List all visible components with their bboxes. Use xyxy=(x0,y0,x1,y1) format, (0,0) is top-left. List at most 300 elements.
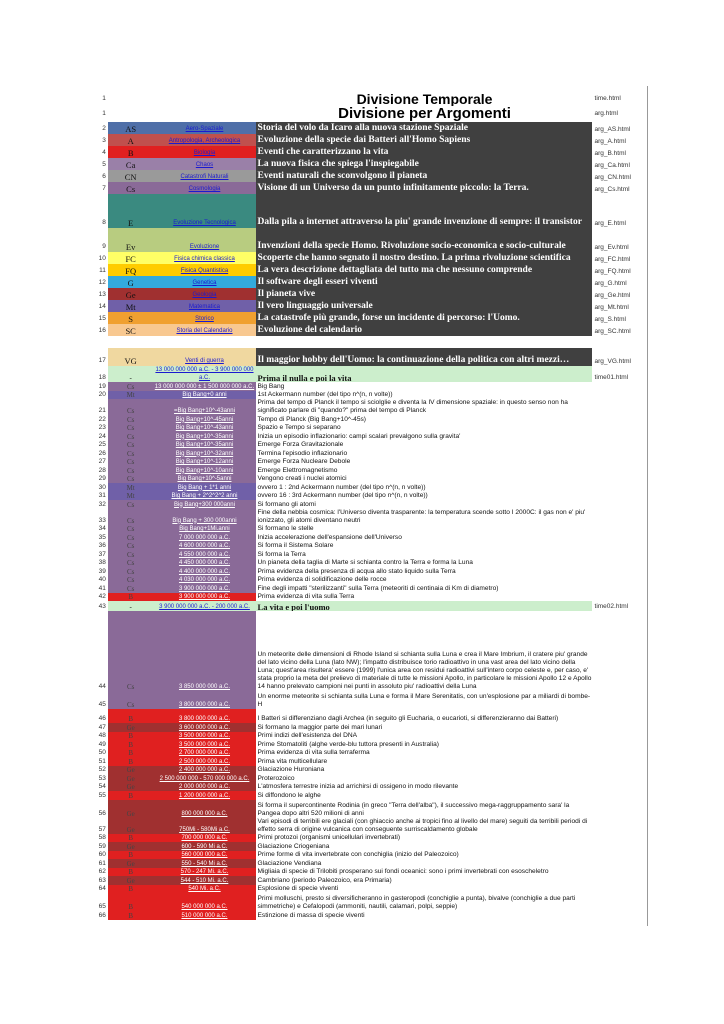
topic-code: Cs xyxy=(108,533,154,542)
timeline-row xyxy=(90,774,650,783)
event-description: ovvero 1 : 2nd Ackermann number (del tipo n^(n, n volte)) xyxy=(257,483,426,491)
topic-code: B xyxy=(108,593,154,602)
date-link[interactable]: 3 850 000 000 a.C. xyxy=(153,611,255,691)
timeline-row xyxy=(90,749,650,758)
timeline-row xyxy=(90,550,650,559)
date-link[interactable]: 750Mi - 580Mi a.C. xyxy=(153,818,255,834)
topic-code: SC xyxy=(108,324,154,336)
topic-code: Mt xyxy=(108,492,154,501)
file-link[interactable]: arg_AS.html xyxy=(594,126,631,133)
row-number: 48 xyxy=(98,732,106,739)
event-description: Vari episodi di terribili ere glaciali (con ghiaccio anche ai tropici fino al livello del mare) seguiti da terribili periodi di effetto serra di origine vulcanica con conseguente surriscaldamento globale xyxy=(257,817,588,833)
topic-code: Cs xyxy=(108,559,154,568)
timeline-row xyxy=(90,509,650,525)
topic-row-vg xyxy=(90,348,650,366)
event-description: Glaciazione Vendiana xyxy=(257,859,322,867)
topic-title: Visione di un Universo da un punto infinitamente piccolo: la Terra. xyxy=(256,182,592,194)
event-description: Primi indizi dell'esistenza del DNA xyxy=(257,732,358,739)
event-description: Si forma il Sistema Solare xyxy=(257,542,334,549)
file-link[interactable]: arg_Mt.html xyxy=(594,304,629,311)
row-number: 47 xyxy=(98,723,106,731)
event-description: Migliaia di specie di Trilobiti prosperano sui fondi oceanici: sono i primi invertebrati con esoscheletro xyxy=(257,868,549,875)
topic-code: B xyxy=(108,868,154,877)
timeline-row xyxy=(90,382,650,391)
topic-code: A xyxy=(108,134,154,146)
timeline-row xyxy=(90,483,650,492)
topic-code: B xyxy=(108,911,154,920)
row-number: 59 xyxy=(98,842,106,850)
column-divider xyxy=(647,86,648,926)
topic-code: Cs xyxy=(108,475,154,484)
date-link[interactable]: 3 900 000 000 a.C. - 200 000 a.C. xyxy=(153,601,255,611)
row-number: 23 xyxy=(98,424,106,431)
event-description: Spazio e Tempo si separano xyxy=(257,424,341,431)
date-link[interactable]: Big Bang+10^-5anni xyxy=(153,475,255,484)
date-link[interactable]: 2 500 000 000 a.C. xyxy=(153,757,255,766)
date-link[interactable]: Big Bang+10^-35anni xyxy=(153,441,255,450)
topic-code: Cs xyxy=(108,576,154,585)
row-number: 60 xyxy=(98,851,106,858)
row-number: 42 xyxy=(98,593,106,600)
link-cell xyxy=(153,92,255,106)
timeline-row xyxy=(90,525,650,534)
date-link[interactable]: 7 000 000 000 a.C. xyxy=(153,533,255,542)
topic-link[interactable]: Storia del Calendario xyxy=(153,324,255,336)
row-number: 50 xyxy=(98,749,106,756)
sheet-title: Divisione per Argomenti xyxy=(338,106,511,122)
timeline-row xyxy=(90,818,650,834)
topic-code: Cs xyxy=(108,441,154,450)
topic-row-cn xyxy=(90,170,650,182)
topic-code: Cs xyxy=(108,584,154,593)
date-link[interactable]: Big Bang + 2^2^2^2 anni xyxy=(153,492,255,501)
topic-title: La nuova fisica che spiega l'inspiegabile xyxy=(256,158,592,170)
event-description: Prime forme di vita invertebrate con conchiglia (inizio del Paleozoico) xyxy=(257,851,459,858)
topic-title: Il software degli esseri viventi xyxy=(256,276,592,288)
topic-title: Storia del volo da Icaro alla nuova stazione Spaziale xyxy=(256,122,592,134)
row-number: 35 xyxy=(98,533,106,541)
topic-title: Il maggior hobby dell'Uomo: la continuazione della politica con altri mezzi… xyxy=(256,348,592,366)
timeline-row xyxy=(90,475,650,484)
file-link[interactable]: time02.html xyxy=(594,603,629,610)
date-link[interactable]: 4 600 000 000 a.C. xyxy=(153,542,255,551)
topic-title: Evoluzione della specie dai Batteri all'Homo Sapiens xyxy=(256,134,592,146)
topic-code: Ge xyxy=(108,774,154,783)
event-description: Prima vita multicellulare xyxy=(257,757,328,765)
row-number: 39 xyxy=(98,567,106,575)
topic-code: B xyxy=(108,757,154,766)
date-link[interactable]: 3 600 000 000 a.C. xyxy=(153,723,255,732)
event-description: Fine della nebbia cosmica: l'Universo diventa trasparente: la temperatura scende sotto I 2000C: il gas non e' piu' ionizzato, gli atomi diventano neutri xyxy=(257,508,586,524)
topic-link[interactable]: Evoluzione xyxy=(153,228,255,252)
row-number: 20 xyxy=(98,391,106,398)
event-description: Primi molluschi, presto si diversificheranno in gasteropodi (conchiglie a punta), bivalve (conchiglie a due parti simmetriche) e Cefalopodi (ammoniti, nautili, calamari, polpi, seppie) xyxy=(257,895,576,910)
event-description: I Batteri si differenziano dagli Archea (in seguito gli Eucharia, o eucarioti, si differenzieranno dai Batteri) xyxy=(257,715,559,722)
topic-title: Scoperte che hanno segnato il nostro destino. La prima rivoluzione scientifica xyxy=(256,252,592,264)
event-description: ovvero 16 : 3rd Ackermann number (del tipo n^(n, n volte)) xyxy=(257,492,428,499)
topic-row-ge xyxy=(90,288,650,300)
section-row xyxy=(90,366,650,382)
topic-code: - xyxy=(108,366,154,382)
file-link[interactable]: arg_Cs.html xyxy=(594,186,630,193)
event-description: Emerge Forza Nucleare Debole xyxy=(257,458,351,465)
row-number: 21 xyxy=(98,407,106,414)
date-link[interactable]: 700 000 000 a.C. xyxy=(153,834,255,843)
timeline-row xyxy=(90,542,650,551)
date-link[interactable]: Big Bang+10^-45anni xyxy=(153,415,255,424)
row-number: 28 xyxy=(98,466,106,474)
timeline-row xyxy=(90,800,650,818)
date-link[interactable]: =Big Bang+10^-43anni xyxy=(153,399,255,415)
row-number: 58 xyxy=(98,834,106,841)
topic-link[interactable]: Storico xyxy=(153,312,255,324)
file-link[interactable]: arg_B.html xyxy=(594,150,626,157)
date-link[interactable]: 1 200 000 000 a.C. xyxy=(153,791,255,800)
timeline-row xyxy=(90,876,650,885)
timeline-row xyxy=(90,533,650,542)
event-description: Inizia accelerazione dell'espansione dell'Universo xyxy=(257,533,402,541)
timeline-row xyxy=(90,415,650,424)
topic-code: B xyxy=(108,749,154,758)
timeline-row xyxy=(90,691,650,709)
topic-code: Cs xyxy=(108,550,154,559)
date-link[interactable]: Big Bang+0 anni xyxy=(153,391,255,400)
event-description: Termina l'episodio inflazionario xyxy=(257,449,348,457)
event-description: Prima evidenza della presenza di acqua allo stato liquido sulla Terra xyxy=(257,567,456,575)
date-link[interactable]: 13 000 000 000 ± 1 500 000 000 a.C. xyxy=(154,383,255,390)
topic-row-cs xyxy=(90,182,650,194)
date-link[interactable]: Big Bang + 300 000anni xyxy=(153,509,255,525)
event-description: Si forma il supercontinente Rodinia (in greco "Terra dell'alba"), il successivo mega-raggruppamento sara' la Pangea dopo altri 520 milioni di anni xyxy=(257,801,570,817)
file-link[interactable]: arg.html xyxy=(594,110,618,117)
title-row xyxy=(90,106,650,122)
topic-link[interactable]: Fisica chimica classica xyxy=(153,252,255,264)
date-link[interactable]: 510 000 000 a.C. xyxy=(153,911,255,920)
topic-link[interactable]: Venti di guerra xyxy=(153,348,255,366)
topic-code: B xyxy=(108,834,154,843)
row-number: 13 xyxy=(98,291,106,298)
event-description: Prima del tempo di Planck il tempo si sciolglie e diventa la IV dimensione spaziale: in questo senso non ha significato parlare di "quando?" prima del tempo di Planck xyxy=(257,399,568,414)
topic-link[interactable]: Cosmologia xyxy=(153,182,255,194)
row-number: 34 xyxy=(98,525,106,532)
event-description: Si formano la maggior parte dei mari lunari xyxy=(257,723,383,731)
date-link[interactable]: 4 550 000 000 a.C. xyxy=(153,550,255,559)
file-link[interactable]: arg_FC.html xyxy=(594,256,631,263)
file-link[interactable]: arg_SC.html xyxy=(594,328,631,335)
topic-title: La vera descrizione dettagliata del tutto ma che nessuno comprende xyxy=(256,264,592,276)
topic-code: FC xyxy=(108,252,154,264)
topic-code: Cs xyxy=(108,611,154,691)
topic-link[interactable]: Biologia xyxy=(153,146,255,158)
date-link[interactable]: 544 - 510 Mi. a.C. xyxy=(153,876,255,885)
date-link[interactable]: 2 000 000 000 a.C. xyxy=(153,783,255,792)
topic-link[interactable]: Chaos xyxy=(153,158,255,170)
file-link[interactable]: time.html xyxy=(594,95,621,102)
row-number: 24 xyxy=(98,432,106,440)
event-description: Big Bang xyxy=(257,382,285,390)
timeline-row xyxy=(90,723,650,732)
timeline-row xyxy=(90,740,650,749)
file-link[interactable]: arg_CN.html xyxy=(594,174,631,181)
title-row xyxy=(90,92,650,106)
timeline-row xyxy=(90,868,650,877)
row-number: 44 xyxy=(98,683,106,690)
event-description: Emerge Forza Gravitazionale xyxy=(257,441,344,448)
row-number: 17 xyxy=(98,357,106,364)
file-link[interactable]: arg_VG.html xyxy=(594,358,632,365)
timeline-row xyxy=(90,399,650,415)
row-number: 52 xyxy=(98,766,106,773)
event-description: Un pianeta della taglia di Marte si schianta contro la Terra e forma la Luna xyxy=(257,559,473,566)
row-number: 2 xyxy=(102,125,106,132)
date-link[interactable]: 4 450 000 000 a.C. xyxy=(153,559,255,568)
timeline-row xyxy=(90,441,650,450)
event-description: Prima evidenza di solidificazione delle rocce xyxy=(257,576,387,583)
topic-code: CN xyxy=(108,170,154,182)
date-link[interactable]: Big Bang + 1*1 anni xyxy=(153,483,255,492)
file-link[interactable]: arg_Ge.html xyxy=(594,292,631,299)
date-link[interactable]: 600 - 590 Mi a.C. xyxy=(153,842,255,851)
date-link[interactable]: Big Bang+300 000anni xyxy=(153,500,255,509)
topic-link[interactable]: Fisica Quantistica xyxy=(153,264,255,276)
topic-title: Eventi che caratterizzano la vita xyxy=(256,146,592,158)
event-description: L'atmosfera terrestre inizia ad arrichirsi di ossigeno in modo rilevante xyxy=(257,783,459,790)
topic-code: B xyxy=(108,885,154,894)
row-number: 14 xyxy=(98,303,106,310)
date-link[interactable]: 2 500 000 000 - 570 000 000 a.C. xyxy=(153,774,255,783)
event-description: Prima evidenza di vita sulla terraferma xyxy=(257,749,370,756)
row-number: 6 xyxy=(102,173,106,180)
row-number: 29 xyxy=(98,475,106,482)
row-number: 49 xyxy=(98,740,106,748)
date-link[interactable]: Big Bang+1Mi.anni xyxy=(153,525,255,534)
date-link[interactable]: 2 400 000 000 a.C. xyxy=(153,766,255,775)
timeline-row xyxy=(90,424,650,433)
timeline-row xyxy=(90,432,650,441)
timeline-row xyxy=(90,567,650,576)
date-link[interactable]: 3 500 000 000 a.C. xyxy=(153,732,255,741)
event-description: Fine degli impatti "sterilizzanti" sulla Terra (meteoriti di centinaia di Km di diametro) xyxy=(257,584,499,592)
row-number: 51 xyxy=(98,757,106,765)
row-number: 36 xyxy=(98,542,106,549)
row-number: 22 xyxy=(98,415,106,423)
topic-code: Ge xyxy=(108,783,154,792)
timeline-row xyxy=(90,766,650,775)
timeline-row xyxy=(90,611,650,691)
timeline-row xyxy=(90,791,650,800)
date-link[interactable]: Big Bang+10^-10anni xyxy=(153,466,255,475)
row-number: 5 xyxy=(102,161,106,168)
row-number: 66 xyxy=(98,911,106,919)
date-link[interactable]: 560 000 000 a.C. xyxy=(153,851,255,860)
timeline-row xyxy=(90,709,650,723)
date-link[interactable]: Big Bang+10^-43anni xyxy=(153,424,255,433)
topic-title: Il pianeta vive xyxy=(256,288,592,300)
row-number: 38 xyxy=(98,559,106,566)
file-link[interactable]: arg_G.html xyxy=(594,280,627,287)
topic-link[interactable]: Catastrofi Naturali xyxy=(153,170,255,182)
event-description: Proterozoico xyxy=(257,774,295,782)
section-title: Prima il nulla e poi la vita xyxy=(256,366,592,382)
file-link[interactable]: arg_A.html xyxy=(594,138,626,145)
row-number: 62 xyxy=(98,868,106,875)
date-link[interactable]: 3 500 000 000 a.C. xyxy=(153,740,255,749)
topic-code: Cs xyxy=(108,691,154,709)
row-number: 31 xyxy=(98,492,106,499)
topic-link[interactable]: Genetica xyxy=(153,276,255,288)
topic-code: Cs xyxy=(108,449,154,458)
topic-title: Il vero linguaggio universale xyxy=(256,300,592,312)
timeline-row xyxy=(90,757,650,766)
date-link[interactable]: 4 030 000 000 a.C. xyxy=(153,576,255,585)
date-link[interactable]: Big Bang+10^-35anni xyxy=(153,432,255,441)
row-number: 25 xyxy=(98,441,106,448)
topic-link[interactable]: Matematica xyxy=(153,300,255,312)
topic-row-s xyxy=(90,312,650,324)
event-description: Si forma la Terra xyxy=(257,550,306,558)
event-description: Emerge Elettromagnetismo xyxy=(257,466,338,474)
topic-code: B xyxy=(108,893,154,911)
topic-code: Ev xyxy=(108,228,154,252)
topic-code: Cs xyxy=(108,399,154,415)
timeline-row xyxy=(90,593,650,602)
topic-row-a xyxy=(90,134,650,146)
topic-code: Mt xyxy=(108,300,154,312)
topic-code: S xyxy=(108,312,154,324)
row-number: 45 xyxy=(98,701,106,708)
row-number: 3 xyxy=(102,137,106,144)
row-number: 40 xyxy=(98,576,106,583)
event-description: Si formano gli atomi xyxy=(257,500,316,508)
topic-title: Evoluzione del calendario xyxy=(256,324,592,336)
date-link[interactable]: 3 900 000 000 a.C. xyxy=(153,593,255,602)
file-link[interactable]: arg_FQ.html xyxy=(594,268,631,275)
row-number: 53 xyxy=(98,774,106,782)
timeline-row xyxy=(90,576,650,585)
row-number: 37 xyxy=(98,550,106,558)
timeline-row xyxy=(90,391,650,400)
timeline-row xyxy=(90,458,650,467)
topic-code: Ge xyxy=(108,288,154,300)
timeline-row xyxy=(90,584,650,593)
topic-code: Cs xyxy=(108,509,154,525)
file-link[interactable]: arg_Ca.html xyxy=(594,162,630,169)
timeline-row xyxy=(90,492,650,501)
row-number: 15 xyxy=(98,315,106,322)
topic-link[interactable]: Antropologia, Archeologica xyxy=(153,134,255,146)
topic-row-g xyxy=(90,276,650,288)
date-link[interactable]: 540 000 000 a.C. xyxy=(153,893,255,911)
topic-code: B xyxy=(108,851,154,860)
file-link[interactable]: arg_Ev.html xyxy=(594,244,629,251)
event-description: Inizia un episodio inflazionario: campi scalari prevalgono sulla gravita' xyxy=(257,432,461,440)
date-link[interactable]: 3 800 000 000 a.C. xyxy=(153,691,255,709)
row-number: 63 xyxy=(98,876,106,884)
file-link[interactable]: time01.html xyxy=(594,374,629,381)
date-link[interactable]: 3 800 000 000 a.C. xyxy=(153,709,255,723)
topic-code: B xyxy=(108,146,154,158)
topic-code: Ge xyxy=(108,818,154,834)
row-number: 4 xyxy=(102,149,106,156)
topic-link[interactable]: Geologia xyxy=(153,288,255,300)
date-link[interactable]: 550 - 540 Mi a.C. xyxy=(153,859,255,868)
timeline-row xyxy=(90,732,650,741)
timeline-row xyxy=(90,893,650,911)
topic-code: Mt xyxy=(108,483,154,492)
date-link[interactable]: 540 Mi. a.C. xyxy=(153,885,255,894)
topic-row-fq xyxy=(90,264,650,276)
topic-code: B xyxy=(108,732,154,741)
date-link[interactable]: 4 400 000 000 a.C. xyxy=(153,567,255,576)
event-description: Prime Stomatoliti (alghe verde-blu tuttora presenti in Australia) xyxy=(257,740,439,748)
topic-code: Cs xyxy=(108,415,154,424)
date-link[interactable]: 2 700 000 000 a.C. xyxy=(153,749,255,758)
topic-code: B xyxy=(108,709,154,723)
event-description: Si diffondono le alghe xyxy=(257,791,321,799)
timeline-row xyxy=(90,500,650,509)
topic-row-b xyxy=(90,146,650,158)
section-title: La vita e poi l'uomo xyxy=(256,601,592,611)
row-number: 18 xyxy=(98,374,106,381)
code-cell xyxy=(108,106,154,122)
row-number: 55 xyxy=(98,791,106,799)
timeline-row xyxy=(90,449,650,458)
file-link[interactable]: arg_E.html xyxy=(594,220,626,227)
topic-code: Ge xyxy=(108,876,154,885)
event-description: Vengono creati i nuclei atomici xyxy=(257,475,347,482)
row-number: 12 xyxy=(98,279,106,286)
date-link[interactable]: Big Bang+10^-32anni xyxy=(153,449,255,458)
row-number: 41 xyxy=(98,584,106,592)
date-link[interactable]: Big Bang+10^-12anni xyxy=(153,458,255,467)
topic-code: AS xyxy=(108,122,154,134)
topic-code: Ge xyxy=(108,800,154,818)
topic-code: Cs xyxy=(108,567,154,576)
topic-row-as xyxy=(90,122,650,134)
topic-row-mt xyxy=(90,300,650,312)
row-number: 8 xyxy=(102,219,106,226)
date-link[interactable]: 570 - 247 Mi. a.C. xyxy=(153,868,255,877)
code-cell xyxy=(108,92,154,106)
row-number: 46 xyxy=(98,715,106,722)
row-number: 26 xyxy=(98,449,106,457)
topic-link[interactable]: Evoluzione Tecnologica xyxy=(153,194,255,228)
topic-code: E xyxy=(108,194,154,228)
timeline-row xyxy=(90,851,650,860)
topic-code: Cs xyxy=(108,182,154,194)
event-description: Tempo di Planck (Big Bang+10^-45s) xyxy=(257,415,366,423)
row-number: 33 xyxy=(98,516,106,524)
topic-title: La catastrofe più grande, forse un incidente di percorso: l'Uomo. xyxy=(256,312,592,324)
date-link[interactable]: 3 900 000 000 a.C. xyxy=(153,584,255,593)
event-description: Estinzione di massa di specie viventi xyxy=(257,911,365,919)
topic-row-sc xyxy=(90,324,650,336)
topic-row-e xyxy=(90,194,650,228)
date-link[interactable]: 800 000 000 a.C. xyxy=(153,800,255,818)
topic-code: Cs xyxy=(108,542,154,551)
section-row xyxy=(90,601,650,611)
row-number: 64 xyxy=(98,885,106,892)
date-link[interactable]: 13 000 000 000 a.C. - 3 900 000 000 a.C. xyxy=(155,367,254,381)
topic-code: Ge xyxy=(108,842,154,851)
row-number: 19 xyxy=(98,382,106,390)
file-link[interactable]: arg_S.html xyxy=(594,316,626,323)
topic-code: Cs xyxy=(108,466,154,475)
row-number: 32 xyxy=(98,500,106,508)
event-description: Glaciazione Criogeniana xyxy=(257,842,330,850)
topic-code: Cs xyxy=(108,382,154,391)
topic-link[interactable]: Aero-Spaziale xyxy=(153,122,255,134)
